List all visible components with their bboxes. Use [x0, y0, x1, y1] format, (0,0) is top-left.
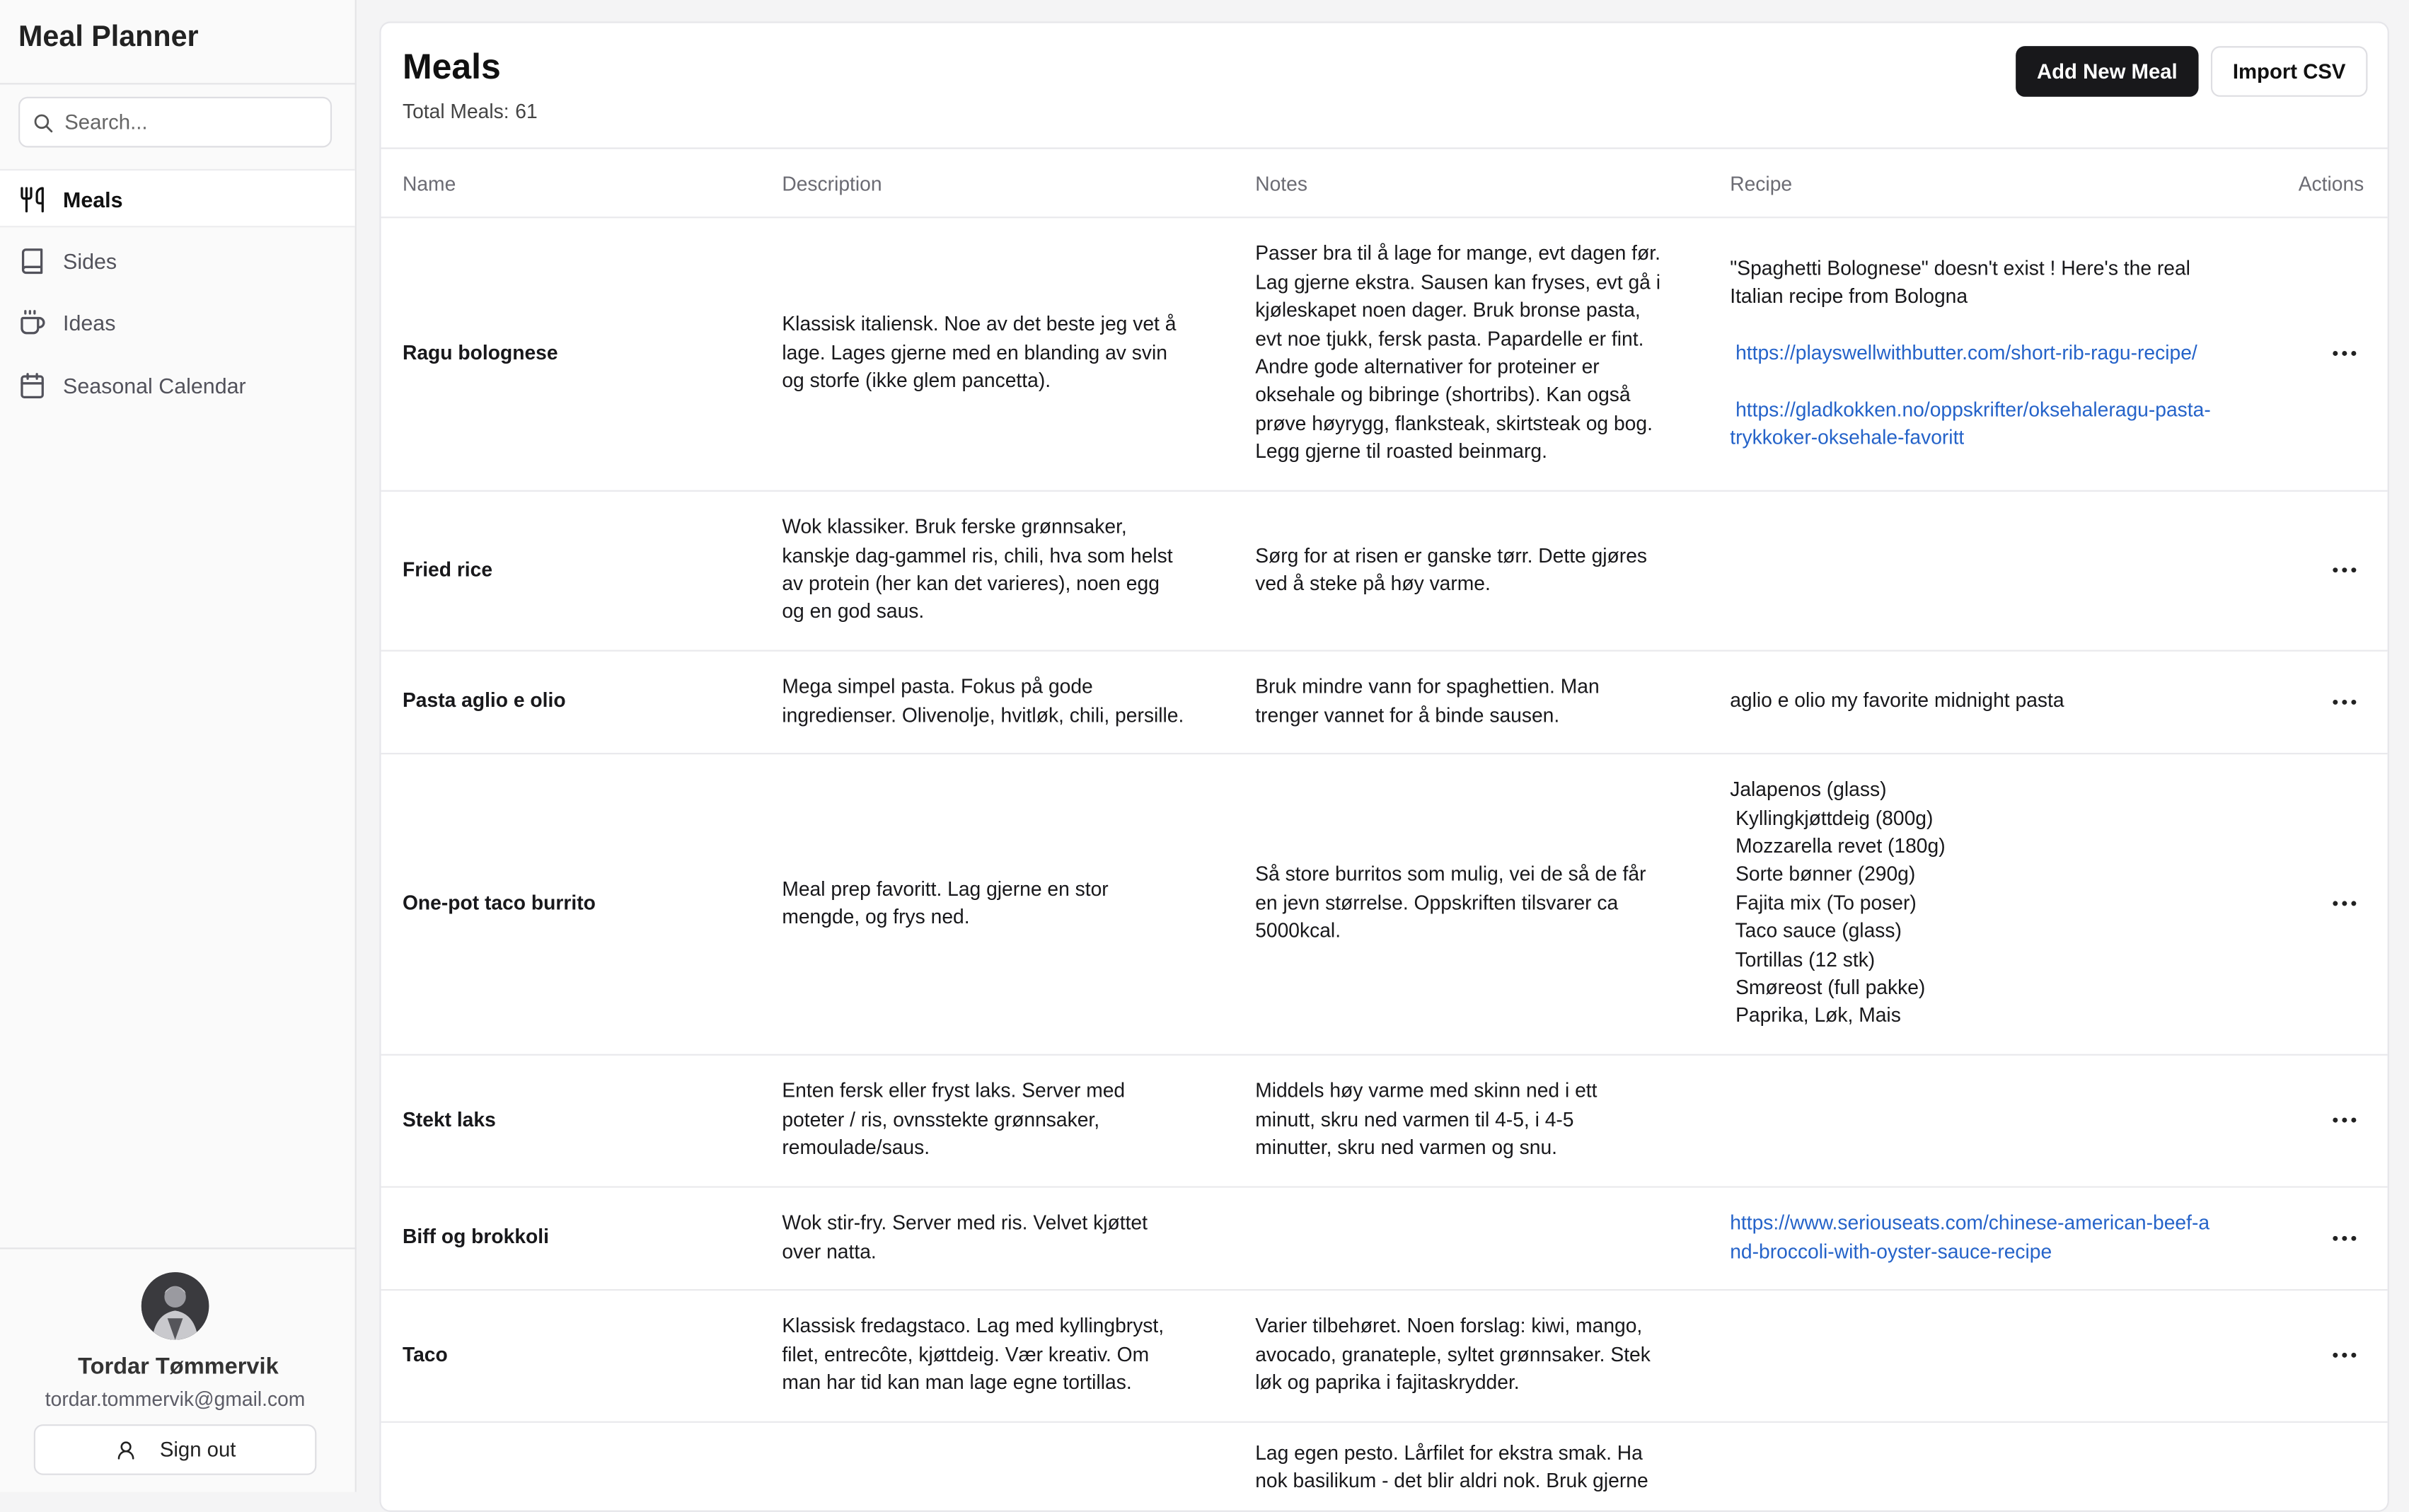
- row-divider: [381, 490, 2389, 492]
- notes-line: løk og paprika i fajitaskrydder.: [1255, 1370, 1520, 1395]
- app-title: Meal Planner: [18, 21, 199, 54]
- column-header-actions: Actions: [2298, 172, 2364, 195]
- meal-name: Taco: [402, 1342, 448, 1366]
- description-line: mengde, og frys ned.: [782, 905, 970, 928]
- notes-line: minutt, skru ned varmen til 4-5, i 4-5: [1255, 1107, 1574, 1131]
- search-box[interactable]: [18, 97, 332, 148]
- notes-line: minutter, skru ned varmen og snu.: [1255, 1136, 1558, 1159]
- notes-line: en jevn størrelse. Oppskriften tilsvarer ca: [1255, 891, 1619, 914]
- add-new-meal-button[interactable]: Add New Meal: [2016, 46, 2198, 97]
- recipe-text-line: aglio e olio my favorite midnight pasta: [1730, 688, 2064, 712]
- description-line: kanskje dag-gammel ris, chili, hva som helst: [782, 543, 1173, 567]
- meal-notes: [1255, 1078, 1597, 1162]
- recipe-text-line: [1730, 367, 2211, 396]
- notes-line: Så store burritos som mulig, vei de så de får: [1255, 862, 1646, 886]
- sidebar-item-label: Meals: [63, 187, 123, 212]
- recipe-text-line: Jalapenos (glass): [1730, 778, 1887, 801]
- description-line: Mega simpel pasta. Fokus på gode: [782, 674, 1093, 698]
- recipe-text-line: Mozzarella revet (180g): [1730, 834, 1946, 858]
- row-actions-button[interactable]: [2326, 891, 2363, 916]
- row-actions-button[interactable]: [2326, 1108, 2363, 1133]
- row-divider: [381, 1421, 2389, 1423]
- sidebar: [0, 0, 357, 1492]
- meal-notes: [1255, 542, 1647, 599]
- meal-notes: [1255, 1312, 1651, 1397]
- sidebar-item-label: Sides: [63, 248, 117, 273]
- more-horizontal-icon: [2326, 1225, 2363, 1250]
- meal-name: Ragu bolognese: [402, 340, 558, 364]
- row-actions-button[interactable]: [2326, 341, 2363, 366]
- notes-line: Sørg for at risen er ganske tørr. Dette gjøres: [1255, 543, 1648, 567]
- notes-line: ved å steke på høy varme.: [1255, 571, 1491, 595]
- description-line: remoulade/saus.: [782, 1136, 930, 1159]
- recipe-link[interactable]: https://www.seriouseats.com/chinese-american-beef-a: [1730, 1211, 2210, 1234]
- sidebar-nav: [0, 169, 357, 418]
- total-meals-count: 61: [515, 100, 538, 123]
- notes-line: Legg gjerne til roasted beinmarg.: [1255, 439, 1547, 463]
- meals-panel: [379, 21, 2388, 1511]
- column-header-recipe: Recipe: [1730, 172, 1793, 195]
- description-line: og storfe (ikke glem pancetta).: [782, 369, 1051, 393]
- user-photo: [141, 1272, 209, 1340]
- row-actions-button[interactable]: [2326, 558, 2363, 582]
- notes-line: kjøleskapet noen dager. Bruk bronse pasta,: [1255, 298, 1641, 322]
- description-line: Klassisk italiensk. Noe av det beste jeg vet å: [782, 312, 1177, 336]
- description-line: lage. Lages gjerne med en blanding av svin: [782, 340, 1167, 364]
- notes-line: Andre gode alternativer for proteiner er: [1255, 354, 1600, 379]
- recipe-text-line: Tortillas (12 stk): [1730, 947, 1876, 971]
- sidebar-item-meals[interactable]: [0, 169, 355, 228]
- notes-line: Passer bra til å lage for mange, evt dagen før.: [1255, 241, 1660, 265]
- description-line: Meal prep favoritt. Lag gjerne en stor: [782, 877, 1109, 900]
- calendar-icon: [18, 371, 46, 398]
- total-meals: [403, 100, 538, 123]
- description-line: og en god saus.: [782, 599, 925, 623]
- meal-description: [782, 875, 1108, 932]
- more-horizontal-icon: [2326, 1343, 2363, 1368]
- coffee-cup-icon: [18, 308, 46, 336]
- sidebar-item-seasonal-calendar[interactable]: [0, 356, 355, 415]
- meal-recipe: [1730, 687, 2064, 715]
- description-line: Enten fersk eller fryst laks. Server med: [782, 1079, 1126, 1102]
- sidebar-divider: [0, 1247, 357, 1249]
- description-line: Wok stir-fry. Server med ris. Velvet kjøttet: [782, 1211, 1148, 1234]
- meal-description: [782, 1312, 1164, 1397]
- meal-notes: [1255, 1440, 1648, 1496]
- row-divider: [381, 1289, 2389, 1291]
- meal-description: [782, 311, 1176, 396]
- row-divider: [381, 650, 2389, 652]
- import-csv-button[interactable]: Import CSV: [2211, 46, 2368, 97]
- meal-description: [782, 1078, 1125, 1162]
- sidebar-item-label: Ideas: [63, 310, 116, 335]
- more-horizontal-icon: [2326, 558, 2363, 582]
- notes-line: evt noe tjukk, fersk pasta. Papardelle er fint.: [1255, 326, 1644, 350]
- more-horizontal-icon: [2326, 341, 2363, 366]
- recipe-text-line: Taco sauce (glass): [1730, 919, 1902, 942]
- header-divider: [381, 147, 2389, 149]
- description-line: poteter / ris, ovnsstekte grønnsaker,: [782, 1107, 1100, 1131]
- notes-line: avocado, granateple, syltet grønnsaker. Stek: [1255, 1342, 1651, 1366]
- row-divider: [381, 753, 2389, 754]
- description-line: Wok klassiker. Bruk ferske grønnsaker,: [782, 514, 1127, 538]
- notes-line: Lag gjerne ekstra. Sausen kan fryses, evt gå i: [1255, 270, 1660, 294]
- column-header-description: Description: [782, 172, 882, 195]
- description-line: Klassisk fredagstaco. Lag med kyllingbryst,: [782, 1314, 1165, 1338]
- notes-line: Bruk mindre vann for spaghettien. Man: [1255, 674, 1600, 698]
- column-header-notes: Notes: [1255, 172, 1307, 195]
- recipe-link[interactable]: trykkoker-oksehale-favoritt: [1730, 425, 1965, 449]
- sidebar-divider: [0, 83, 357, 84]
- meal-description: [782, 1209, 1148, 1266]
- meal-name: Stekt laks: [402, 1107, 496, 1131]
- more-horizontal-icon: [2326, 689, 2363, 714]
- meal-name: Biff og brokkoli: [402, 1225, 550, 1248]
- recipe-text-line: Sorte bønner (290g): [1730, 862, 1916, 886]
- row-divider: [381, 217, 2389, 218]
- user-icon: [115, 1440, 137, 1461]
- sign-out-button[interactable]: [34, 1424, 317, 1475]
- row-divider: [381, 1054, 2389, 1056]
- more-horizontal-icon: [2326, 1108, 2363, 1133]
- meal-recipe: [1730, 255, 2211, 453]
- total-meals-label: Total Meals:: [402, 100, 509, 123]
- notes-line: prøve høyrygg, flanksteak, skirtsteak og bog.: [1255, 411, 1653, 435]
- notes-line: Middels høy varme med skinn ned i ett: [1255, 1079, 1598, 1102]
- row-actions-button[interactable]: [2326, 689, 2363, 714]
- search-input[interactable]: [64, 98, 325, 146]
- user-email: tordar.tommervik@gmail.com: [45, 1387, 306, 1411]
- sidebar-item-label: Seasonal Calendar: [63, 372, 246, 398]
- row-actions-button[interactable]: [2326, 1343, 2363, 1368]
- page-title: Meals: [402, 46, 501, 86]
- description-line: man har tid kan man lage egne tortillas.: [782, 1370, 1132, 1395]
- meal-name: Pasta aglio e olio: [402, 688, 566, 712]
- meal-recipe: [1730, 776, 1945, 1031]
- description-line: ingredienser. Olivenolje, hvitløk, chili, persille.: [782, 703, 1184, 727]
- notes-line: trenger vannet for å binde sausen.: [1255, 703, 1560, 727]
- notes-line: nok basilikum - det blir aldri nok. Bruk gjerne: [1255, 1469, 1648, 1493]
- notes-line: Varier tilbehøret. Noen forslag: kiwi, mango,: [1255, 1314, 1643, 1338]
- meal-notes: [1255, 673, 1599, 729]
- notes-line: oksehale og bibringe (shortribs). Kan også: [1255, 383, 1631, 407]
- search-icon: [33, 112, 54, 134]
- user-name: Tordar Tømmervik: [78, 1354, 279, 1380]
- recipe-text-line: Paprika, Løk, Mais: [1730, 1004, 1901, 1027]
- recipe-text-line: "Spaghetti Bolognese" doesn't exist ! Here's the real: [1730, 255, 2190, 279]
- recipe-text-line: Kyllingkjøttdeig (800g): [1730, 806, 1934, 829]
- meal-name: One-pot taco burrito: [402, 891, 596, 914]
- sidebar-item-sides[interactable]: [0, 231, 355, 290]
- recipe-link[interactable]: nd-broccoli-with-oyster-sauce-recipe: [1730, 1239, 2052, 1262]
- more-horizontal-icon: [2326, 891, 2363, 916]
- meal-description: [782, 673, 1184, 729]
- notes-line: 5000kcal.: [1255, 919, 1341, 942]
- meal-recipe: [1730, 1209, 2209, 1266]
- recipe-text-line: Italian recipe from Bologna: [1730, 284, 1968, 308]
- sign-out-label: Sign out: [159, 1438, 236, 1462]
- meal-name: Fried rice: [402, 557, 493, 581]
- meal-notes: [1255, 241, 1660, 467]
- meal-description: [782, 514, 1172, 627]
- notes-line: Lag egen pesto. Lårfilet for ekstra smak. Ha: [1255, 1441, 1643, 1465]
- sidebar-item-ideas[interactable]: [0, 294, 355, 352]
- row-divider: [381, 1186, 2389, 1187]
- recipe-text-line: Fajita mix (To poser): [1730, 891, 1917, 914]
- description-line: av protein (her kan det varieres), noen egg: [782, 571, 1160, 595]
- recipe-link[interactable]: https://playswellwithbutter.com/short-rib-ragu-recipe/: [1730, 340, 2197, 364]
- row-actions-button[interactable]: [2326, 1225, 2363, 1250]
- description-line: filet, entrecôte, kjøttdeig. Vær kreativ. Om: [782, 1342, 1150, 1366]
- avatar: [141, 1272, 209, 1340]
- recipe-text-line: Smøreost (full pakke): [1730, 976, 1926, 999]
- column-header-name: Name: [402, 172, 456, 195]
- utensils-icon: [18, 186, 46, 214]
- recipe-text-line: [1730, 311, 2211, 340]
- recipe-link[interactable]: https://gladkokken.no/oppskrifter/oksehaleragu-pasta-: [1730, 397, 2211, 421]
- description-line: over natta.: [782, 1239, 877, 1262]
- meal-notes: [1255, 861, 1646, 946]
- book-icon: [18, 247, 46, 275]
